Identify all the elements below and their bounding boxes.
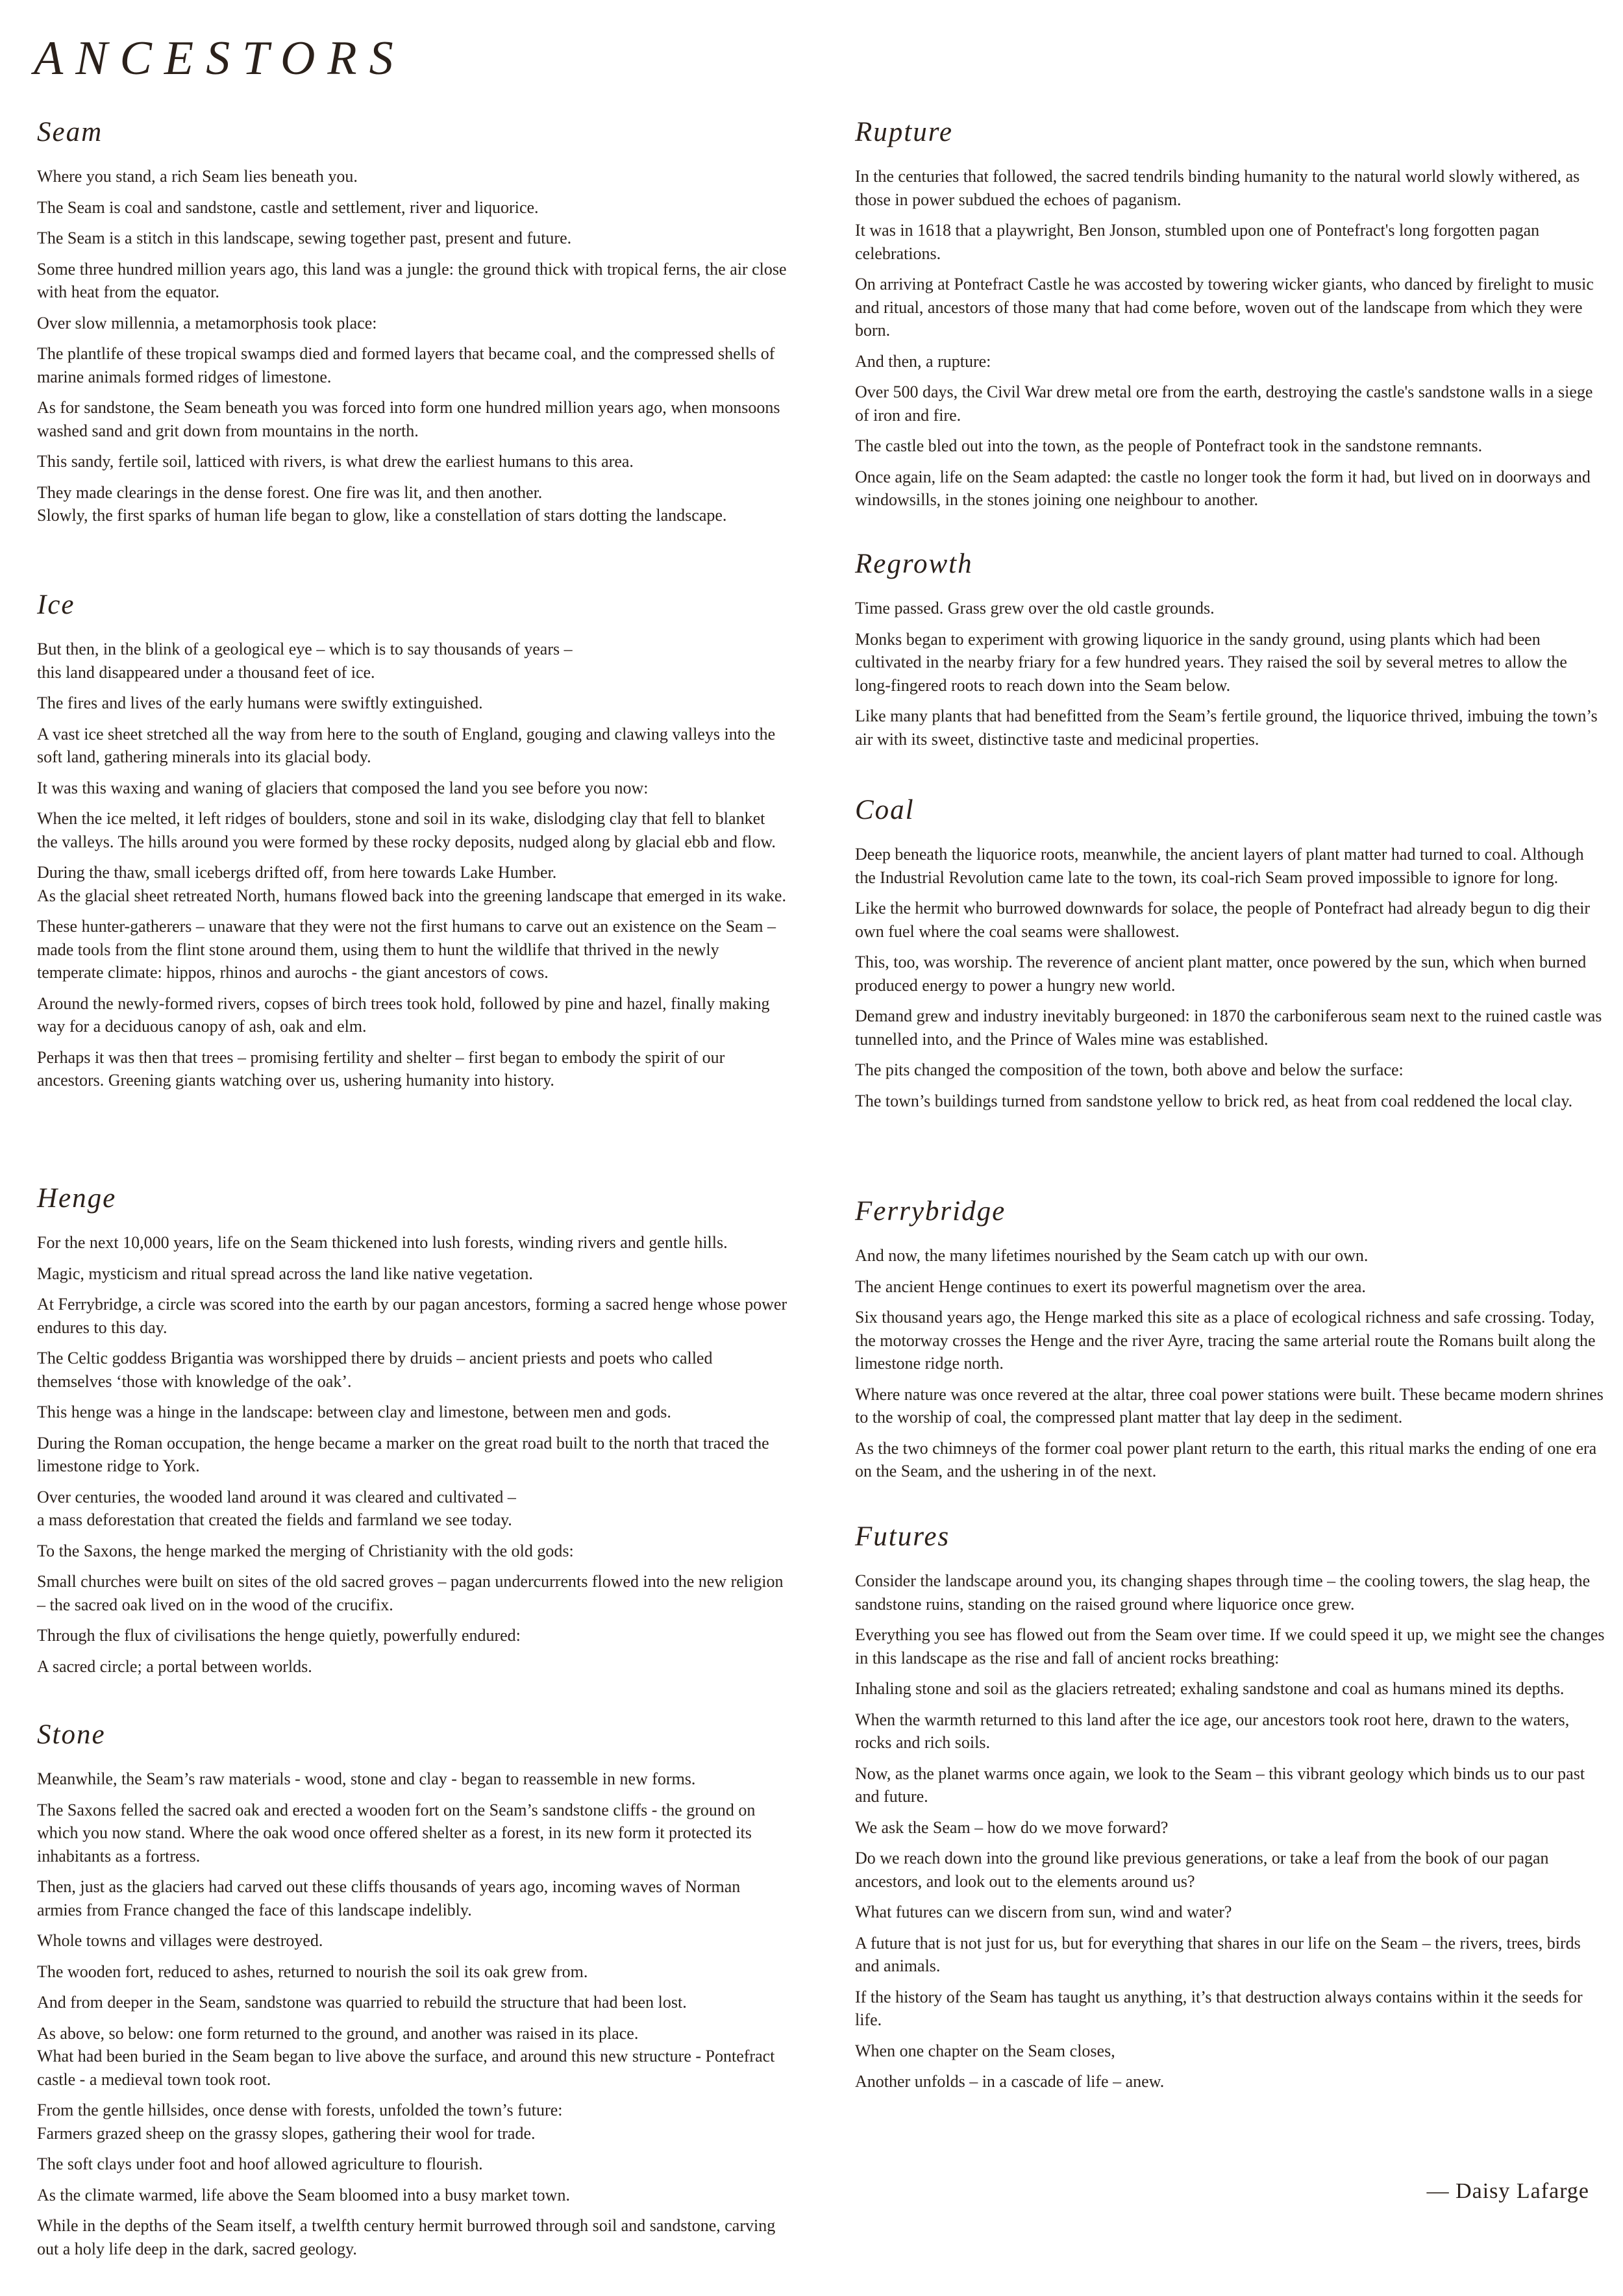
section-paragraph: Meanwhile, the Seam’s raw materials - wood, stone and clay - began to reassemble in new forms. bbox=[37, 1769, 696, 1788]
section-paragraph: The town’s buildings turned from sandstone yellow to brick red, as heat from coal reddened the local clay. bbox=[855, 1091, 1573, 1110]
section-paragraph: Another unfolds – in a cascade of life – anew. bbox=[855, 2072, 1165, 2091]
section-heading: Stone bbox=[37, 1719, 106, 1750]
section-paragraph: Inhaling stone and soil as the glaciers retreated; exhaling sandstone and coal as humans mined its depths. bbox=[855, 1679, 1565, 1698]
section-paragraph: A future that is not just for us, but for everything that shares in our life on the Seam – the rivers, trees, birds and animals. bbox=[855, 1933, 1581, 1975]
section-paragraph: The Celtic goddess Brigantia was worshipped there by druids – ancient priests and poets who called themselves ‘those with knowledge of the oak’. bbox=[37, 1349, 713, 1391]
section-ice bbox=[37, 588, 789, 1100]
section-paragraph: The pits changed the composition of the town, both above and below the surface: bbox=[855, 1060, 1404, 1079]
section-paragraph: Do we reach down into the ground like previous generations, or take a leaf from the book of our pagan ancestors, and look out to the elements around us? bbox=[855, 1849, 1549, 1891]
section-paragraph: It was in 1618 that a playwright, Ben Jonson, stumbled upon one of Pontefract's long forgotten pagan celebrations. bbox=[855, 221, 1540, 263]
section-paragraph: And now, the many lifetimes nourished by the Seam catch up with our own. bbox=[855, 1246, 1369, 1265]
section-paragraph: Small churches were built on sites of the old sacred groves – pagan undercurrents flowed into the new religion – the sacred oak lived on in the wood of the crucifix. bbox=[37, 1572, 784, 1614]
section-paragraph: Deep beneath the liquorice roots, meanwhile, the ancient layers of plant matter had turned to coal. Although the Industrial Revolution came late to the town, its coal-rich Seam proved impossible to ignore for long. bbox=[855, 845, 1584, 887]
section-paragraph: They made clearings in the dense forest. One fire was lit, and then another. Slowly, the first sparks of human life began to glow, like a constellation of stars dotting the landscape. bbox=[37, 482, 727, 525]
section-heading: Seam bbox=[37, 117, 103, 147]
section-paragraph: These hunter-gatherers – unaware that they were not the first humans to carve out an existence on the Seam – made tools from the flint stone around them, using them to hunt the wildlife that thrived in the newly temperate climate: hippos, rhinos and aurochs - the giant ancestors of cows. bbox=[37, 917, 776, 982]
section-heading: Ferrybridge bbox=[855, 1196, 1006, 1227]
section-paragraph: The wooden fort, reduced to ashes, returned to nourish the soil its oak grew from. bbox=[37, 1962, 588, 1981]
section-paragraph: Whole towns and villages were destroyed. bbox=[37, 1931, 323, 1950]
section-paragraph: Time passed. Grass grew over the old castle grounds. bbox=[855, 599, 1215, 618]
section-paragraph: Once again, life on the Seam adapted: the castle no longer took the form it had, but lived on in doorways and windowsills, in the stones joining one neighbour to another. bbox=[855, 467, 1591, 509]
section-paragraph: But then, in the blink of a geological eye – which is to say thousands of years – this land disappeared under a thousand feet of ice. bbox=[37, 640, 573, 682]
section-paragraph: Everything you see has flowed out from the Seam over time. If we could speed it up, we might see the changes in this landscape as the rise and fall of ancient rocks breathing: bbox=[855, 1625, 1605, 1667]
section-paragraph: As above, so below: one form returned to the ground, and another was raised in its place. What had been buried in the Seam began to live above the surface, and around this new structure - Pontefract castle - a medieval town took root. bbox=[37, 2023, 775, 2089]
section-paragraph: The Saxons felled the sacred oak and erected a wooden fort on the Seam’s sandstone cliffs - the ground on which you now stand. Where the oak wood once offered shelter as a forest, in its new form it protected its inhabitants as a fortress. bbox=[37, 1800, 756, 1866]
section-paragraph: If the history of the Seam has taught us anything, it’s that destruction always contains within it the seeds for life. bbox=[855, 1987, 1583, 2029]
section-paragraph: Where nature was once revered at the altar, three coal power stations were built. These became modern shrines to the worship of coal, the compressed plant matter that lay deep in the sediment. bbox=[855, 1384, 1604, 1427]
section-paragraph: The soft clays under foot and hoof allowed agriculture to flourish. bbox=[37, 2154, 483, 2173]
section-paragraph: In the centuries that followed, the sacred tendrils binding humanity to the natural world slowly withered, as those in power subdued the echoes of paganism. bbox=[855, 167, 1580, 209]
section-paragraph: As for sandstone, the Seam beneath you was forced into form one hundred million years ago, when monsoons washed sand and grit down from mountains in the north. bbox=[37, 398, 780, 440]
section-heading: Rupture bbox=[855, 117, 953, 147]
section-paragraph: And then, a rupture: bbox=[855, 351, 991, 371]
section-paragraph: For the next 10,000 years, life on the Seam thickened into lush forests, winding rivers and gentle hills. bbox=[37, 1233, 728, 1252]
section-paragraph: When one chapter on the Seam closes, bbox=[855, 2041, 1115, 2060]
section-paragraph: When the warmth returned to this land after the ice age, our ancestors took root here, drawn to the waters, rocks and rich soils. bbox=[855, 1710, 1570, 1752]
section-paragraph: From the gentle hillsides, once dense with forests, unfolded the town’s future: Farmers grazed sheep on the grassy slopes, gathering their wool for trade. bbox=[37, 2101, 563, 2143]
section-paragraph: This henge was a hinge in the landscape: between clay and limestone, between men and gods. bbox=[37, 1403, 671, 1421]
section-paragraph: The plantlife of these tropical swamps died and formed layers that became coal, and the compressed shells of marine animals formed ridges of limestone. bbox=[37, 344, 775, 386]
section-paragraph: At Ferrybridge, a circle was scored into the earth by our pagan ancestors, forming a sacred henge whose power endures to this day. bbox=[37, 1295, 787, 1337]
section-paragraph: When the ice melted, it left ridges of boulders, stone and soil in its wake, dislodging clay that fell to blanket the valleys. The hills around you were formed by these rocky deposits, nudged along by glacial ebb and flow. bbox=[37, 809, 776, 851]
section-rupture bbox=[855, 116, 1607, 519]
section-henge bbox=[37, 1182, 789, 1686]
section-paragraph: As the climate warmed, life above the Seam bloomed into a busy market town. bbox=[37, 2185, 570, 2204]
section-paragraph: This, too, was worship. The reverence of ancient plant matter, once powered by the sun, which when burned produced energy to power a hungry new world. bbox=[855, 953, 1587, 995]
section-paragraph: During the Roman occupation, the henge became a marker on the great road built to the north that traced the limestone ridge to York. bbox=[37, 1433, 769, 1475]
section-paragraph: Through the flux of civilisations the henge quietly, powerfully endured: bbox=[37, 1626, 521, 1645]
section-paragraph: While in the depths of the Seam itself, a twelfth century hermit burrowed through soil and sandstone, carving out a holy life deep in the dark, sacred geology. bbox=[37, 2216, 776, 2258]
section-paragraph: Over centuries, the wooded land around it was cleared and cultivated – a mass deforestation that created the fields and farmland we see today. bbox=[37, 1487, 516, 1529]
section-paragraph: This sandy, fertile soil, latticed with rivers, is what drew the earliest humans to this area. bbox=[37, 452, 634, 471]
section-paragraph: Demand grew and industry inevitably burgeoned: in 1870 the carboniferous seam next to the ruined castle was tunnelled into, and the Prince of Wales mine was established. bbox=[855, 1006, 1602, 1049]
section-paragraph: The fires and lives of the early humans were swiftly extinguished. bbox=[37, 693, 483, 712]
section-paragraph: It was this waxing and waning of glaciers that composed the land you see before you now: bbox=[37, 778, 649, 797]
section-paragraph: The Seam is coal and sandstone, castle and settlement, river and liquorice. bbox=[37, 197, 539, 217]
section-paragraph: We ask the Seam – how do we move forward? bbox=[855, 1817, 1169, 1837]
section-paragraph: The ancient Henge continues to exert its powerful magnetism over the area. bbox=[855, 1277, 1366, 1296]
section-paragraph: Like many plants that had benefitted from the Seam’s fertile ground, the liquorice thrived, imbuing the town’s air with its sweet, distinctive taste and medicinal properties. bbox=[855, 706, 1598, 749]
section-futures bbox=[855, 1520, 1607, 2101]
page-title: ANCESTORS bbox=[34, 32, 406, 85]
section-paragraph: The castle bled out into the town, as the people of Pontefract took in the sandstone remnants. bbox=[855, 436, 1483, 455]
section-paragraph: Over slow millennia, a metamorphosis took place: bbox=[37, 313, 377, 332]
section-paragraph: A vast ice sheet stretched all the way from here to the south of England, gouging and clawing valleys into the soft land, gathering minerals into its glacial body. bbox=[37, 724, 776, 766]
section-paragraph: Monks began to experiment with growing liquorice in the sandy ground, using plants which had been cultivated in the nearby friary for a few hundred years. They raised the soil by several metres to allow the long-fingered roots to reach down into the Seam below. bbox=[855, 629, 1567, 695]
section-ferrybridge bbox=[855, 1195, 1607, 1491]
section-paragraph: Around the newly-formed rivers, copses of birch trees took hold, followed by pine and hazel, finally making way for a deciduous canopy of ash, oak and elm. bbox=[37, 993, 770, 1036]
section-paragraph: To the Saxons, the henge marked the merging of Christianity with the old gods: bbox=[37, 1541, 574, 1560]
section-heading: Coal bbox=[855, 795, 915, 825]
section-paragraph: Now, as the planet warms once again, we look to the Seam – this vibrant geology which binds us to our past and future. bbox=[855, 1764, 1585, 1806]
section-paragraph: During the thaw, small icebergs drifted off, from here towards Lake Humber. As the glacial sheet retreated North, humans flowed back into the greening landscape that emerged in its wake. bbox=[37, 863, 786, 905]
section-heading: Ice bbox=[37, 590, 75, 620]
section-stone bbox=[37, 1718, 789, 2268]
section-paragraph: Magic, mysticism and ritual spread across the land like native vegetation. bbox=[37, 1264, 533, 1283]
section-paragraph: Then, just as the glaciers had carved out these cliffs thousands of years ago, incoming waves of Norman armies from France changed the face of this landscape indelibly. bbox=[37, 1877, 741, 1919]
section-paragraph: What futures can we discern from sun, wind and water? bbox=[855, 1903, 1232, 1921]
section-paragraph: Like the hermit who burrowed downwards for solace, the people of Pontefract had already begun to dig their own fuel where the coal seams were shallowest. bbox=[855, 899, 1591, 941]
section-paragraph: Consider the landscape around you, its changing shapes through time – the cooling towers, the slag heap, the sandstone ruins, standing on the raised ground where liquorice once grew. bbox=[855, 1571, 1591, 1614]
section-paragraph: And from deeper in the Seam, sandstone was quarried to rebuild the structure that had been lost. bbox=[37, 1993, 687, 2012]
section-paragraph: Perhaps it was then that trees – promising fertility and shelter – first began to embody the spirit of our ancestors. Greening giants watching over us, ushering humanity into history. bbox=[37, 1047, 725, 1090]
section-paragraph: The Seam is a stitch in this landscape, sewing together past, present and future. bbox=[37, 229, 572, 247]
section-paragraph: Where you stand, a rich Seam lies beneath you. bbox=[37, 167, 358, 186]
section-heading: Futures bbox=[855, 1521, 950, 1552]
section-paragraph: As the two chimneys of the former coal power plant return to the earth, this ritual marks the ending of one era on the Seam, and the ushering in of the next. bbox=[855, 1438, 1597, 1480]
section-heading: Regrowth bbox=[855, 549, 973, 579]
section-paragraph: Over 500 days, the Civil War drew metal ore from the earth, destroying the castle's sandstone walls in a siege of iron and fire. bbox=[855, 382, 1593, 425]
section-coal bbox=[855, 793, 1607, 1120]
section-heading: Henge bbox=[37, 1183, 117, 1214]
section-regrowth bbox=[855, 547, 1607, 758]
section-seam bbox=[37, 116, 789, 535]
section-paragraph: Some three hundred million years ago, this land was a jungle: the ground thick with tropical ferns, the air close with heat from the equator. bbox=[37, 259, 787, 301]
section-paragraph: On arriving at Pontefract Castle he was accosted by towering wicker giants, who danced by firelight to music and ritual, ancestors of those many that had come before, woven out of the landscape from which they were born. bbox=[855, 275, 1594, 340]
author-signature: — Daisy Lafarge bbox=[1426, 2179, 1589, 2203]
section-paragraph: Six thousand years ago, the Henge marked this site as a place of ecological richness and safe crossing. Today, the motorway crosses the Henge and the river Ayre, tracing the same arterial route the Romans built along the limestone ridge north. bbox=[855, 1308, 1596, 1373]
section-paragraph: A sacred circle; a portal between worlds. bbox=[37, 1656, 312, 1676]
